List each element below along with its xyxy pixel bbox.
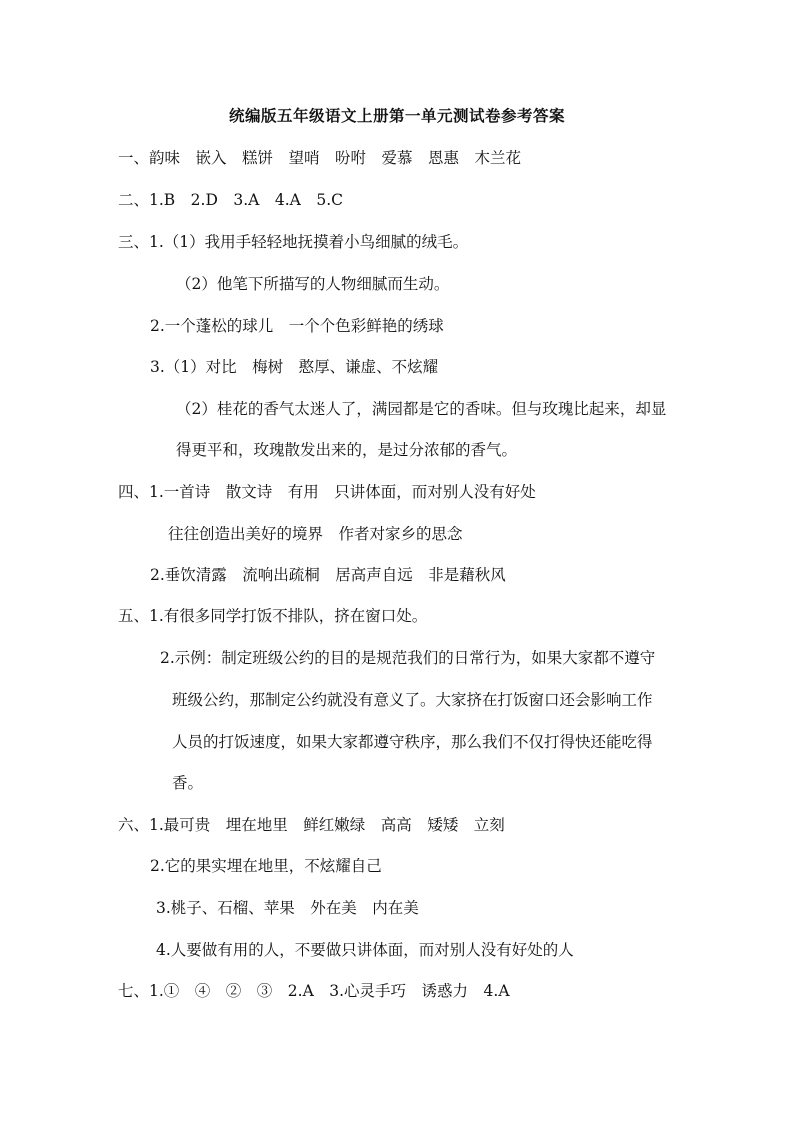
answer-line-10: 往往创造出美好的境界 作者对家乡的思念 <box>168 525 463 543</box>
answer-line-9: 四、1.一首诗 散文诗 有用 只讲体面，而对别人没有好处 <box>118 483 536 501</box>
answer-line-7: （2）桂花的香气太迷人了，满园都是它的香味。但与玫瑰比起来，却显 <box>176 400 667 418</box>
answer-line-19: 3.桃子、石榴、苹果 外在美 内在美 <box>156 899 419 917</box>
answer-line-21: 七、1.① ④ ② ③ 2.A 3.心灵手巧 诱惑力 4.A <box>118 982 510 1000</box>
answer-line-5: 2.一个蓬松的球儿 一个个色彩鲜艳的绣球 <box>150 317 444 335</box>
answer-line-14: 班级公约，那制定公约就没有意义了。大家挤在打饭窗口还会影响工作 <box>172 691 653 709</box>
answer-line-13: 2.示例：制定班级公约的目的是规范我们的日常行为，如果大家都不遵守 <box>160 649 656 667</box>
answer-line-6: 3.（1）对比 梅树 憨厚、谦虚、不炫耀 <box>150 358 439 376</box>
answer-line-1: 一、韵味 嵌入 糕饼 望哨 吩咐 爱慕 恩惠 木兰花 <box>118 149 522 167</box>
answer-line-17: 六、1.最可贵 埋在地里 鲜红嫩绿 高高 矮矮 立刻 <box>118 816 505 834</box>
answer-line-4: （2）他笔下所描写的人物细腻而生动。 <box>176 275 450 293</box>
answer-line-2: 二、1.B 2.D 3.A 4.A 5.C <box>118 191 344 209</box>
answer-line-15: 人员的打饭速度，如果大家都遵守秩序，那么我们不仅打得快还能吃得 <box>172 733 653 751</box>
answer-line-16: 香。 <box>172 774 204 792</box>
answer-line-3: 三、1.（1）我用手轻轻地抚摸着小鸟细腻的绒毛。 <box>118 233 469 251</box>
document-title: 统编版五年级语文上册第一单元测试卷参考答案 <box>228 106 565 125</box>
answer-line-12: 五、1.有很多同学打饭不排队，挤在窗口处。 <box>118 607 428 625</box>
answer-line-11: 2.垂饮清露 流响出疏桐 居高声自远 非是藉秋风 <box>150 566 506 584</box>
answer-line-8: 得更平和，玫瑰散发出来的，是过分浓郁的香气。 <box>176 441 518 459</box>
answer-line-20: 4.人要做有用的人，不要做只讲体面，而对别人没有好处的人 <box>156 941 574 959</box>
answer-line-18: 2.它的果实埋在地里，不炫耀自己 <box>150 857 382 875</box>
